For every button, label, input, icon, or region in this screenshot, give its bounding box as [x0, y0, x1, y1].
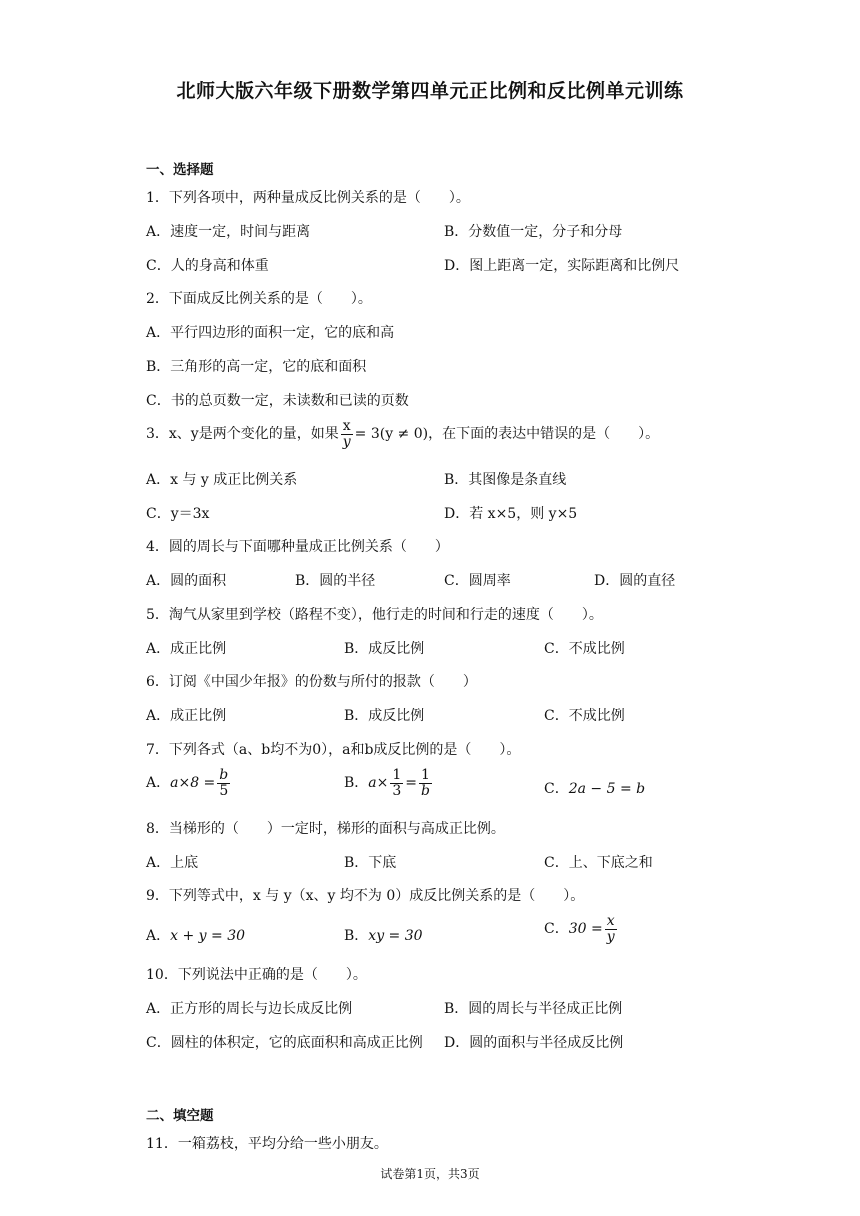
question-7-stem: 7．下列各式（a、b均不为0），a和b成反比例的是（ ）。 — [146, 742, 521, 758]
question-10-option-a: A．正方形的周长与边长成反比例 — [146, 1001, 353, 1017]
page-footer: 试卷第1页，共3页 — [380, 1167, 480, 1181]
question-7-a-num: b — [219, 767, 229, 783]
question-7-option-b-eq: = — [405, 775, 418, 792]
question-7-option-a — [146, 768, 232, 798]
question-2-option-c: C．书的总页数一定，未读数和已读的页数 — [146, 393, 409, 409]
question-6-option-a: A．成正比例 — [146, 708, 227, 724]
question-9-option-a — [146, 925, 245, 945]
question-6-option-c: C．不成比例 — [544, 708, 625, 724]
question-8-option-a: A．上底 — [146, 855, 199, 871]
question-4-option-d: D．圆的直径 — [594, 573, 676, 589]
question-3-fraction — [341, 419, 353, 449]
question-1-option-b: B．分数值一定，分子和分母 — [444, 224, 623, 240]
question-10-option-c: C．圆柱的体积定，它的底面积和高成正比例 — [146, 1035, 423, 1051]
question-9-option-a-label: A． — [146, 928, 171, 944]
question-7-option-a-expr: a×8 = — [170, 775, 216, 792]
question-3-stem-pre: 3．x、y是两个变化的量，如果 — [146, 426, 339, 443]
question-2-option-a: A．平行四边形的面积一定，它的底和高 — [146, 325, 395, 341]
question-11-stem: 11．一箱荔枝，平均分给一些小朋友。 — [146, 1136, 388, 1152]
question-7-b-den1: 3 — [392, 782, 402, 799]
question-7-b-num2: 1 — [421, 767, 430, 783]
question-9-option-b-expr: xy = 30 — [368, 928, 423, 944]
question-9-option-c-label: C． — [544, 921, 569, 938]
question-3-stem — [146, 419, 659, 449]
question-9-stem: 9．下列等式中，x 与 y（x、y 均不为 0）成反比例关系的是（ ）。 — [146, 888, 585, 904]
question-7-option-b-fraction-2 — [419, 768, 432, 798]
question-7-option-a-fraction — [217, 768, 230, 798]
question-5-option-c: C．不成比例 — [544, 641, 625, 657]
question-4-option-c: C．圆周率 — [444, 573, 511, 589]
question-8-stem: 8．当梯形的（ ）一定时，梯形的面积与高成正比例。 — [146, 821, 505, 837]
question-7-option-c-expr: 2a − 5 = b — [568, 781, 646, 797]
question-7-a-den: 5 — [219, 782, 229, 799]
question-3-stem-post: ，在下面的表达中错误的是（ ）。 — [428, 426, 660, 443]
question-7-option-c-label: C． — [544, 781, 569, 797]
question-7-option-a-label: A． — [146, 775, 171, 792]
question-5-stem: 5．淘气从家里到学校（路程不变），他行走的时间和行走的速度（ ）。 — [146, 607, 603, 623]
question-7-b-num1: 1 — [392, 767, 402, 783]
question-5-option-a: A．成正比例 — [146, 641, 227, 657]
question-10-option-d: D．圆的面积与半径成反比例 — [444, 1035, 624, 1051]
question-9-option-b-label: B． — [344, 928, 369, 944]
question-7-option-b-expr: a× — [368, 775, 389, 792]
question-10-option-b: B．圆的周长与半径成正比例 — [444, 1001, 623, 1017]
section-heading-fill: 二、填空题 — [146, 1108, 214, 1124]
question-3-frac-num: x — [342, 418, 351, 434]
question-3-stem-mid: = 3(y ≠ 0) — [354, 426, 429, 443]
question-9-c-num: x — [606, 913, 615, 929]
question-1-option-d: D．图上距离一定，实际距离和比例尺 — [444, 258, 680, 274]
question-4-option-b: B．圆的半径 — [295, 573, 376, 589]
question-2-option-b: B．三角形的高一定，它的底和面积 — [146, 359, 367, 375]
question-4-stem: 4．圆的周长与下面哪种量成正比例关系（ ） — [146, 539, 449, 555]
question-9-option-a-expr: x + y = 30 — [170, 928, 246, 944]
question-4-option-a: A．圆的面积 — [146, 573, 227, 589]
question-6-stem: 6．订阅《中国少年报》的份数与所付的报款（ ） — [146, 674, 477, 690]
question-8-option-b: B．下底 — [344, 855, 397, 871]
question-1-option-c: C．人的身高和体重 — [146, 258, 269, 274]
question-1-stem: 1．下列各项中，两种量成反比例关系的是（ ）。 — [146, 190, 470, 206]
question-2-stem: 2．下面成反比例关系的是（ ）。 — [146, 291, 372, 307]
question-9-option-c-fraction — [605, 914, 617, 944]
question-3-option-d: D．若 x×5，则 y×5 — [444, 506, 578, 522]
question-7-option-c — [544, 778, 645, 798]
question-9-option-b — [344, 925, 423, 945]
question-8-option-c: C．上、下底之和 — [544, 855, 653, 871]
question-7-option-b — [344, 768, 434, 798]
question-3-frac-den: y — [342, 433, 351, 450]
question-3-option-c: C．y＝3x — [146, 506, 210, 522]
question-3-option-b: B．其图像是条直线 — [444, 472, 567, 488]
question-6-option-b: B．成反比例 — [344, 708, 425, 724]
question-3-option-a: A．x 与 y 成正比例关系 — [146, 472, 298, 488]
question-5-option-b: B．成反比例 — [344, 641, 425, 657]
question-9-option-c — [544, 914, 619, 944]
question-7-option-b-label: B． — [344, 775, 369, 792]
question-7-b-den2: b — [421, 782, 430, 799]
section-heading-choice: 一、选择题 — [146, 162, 214, 178]
question-10-stem: 10．下列说法中正确的是（ ）。 — [146, 967, 367, 983]
question-9-option-c-expr: 30 = — [568, 921, 603, 938]
page-title: 北师大版六年级下册数学第四单元正比例和反比例单元训练 — [176, 80, 684, 102]
question-7-option-b-fraction-1 — [390, 768, 403, 798]
question-1-option-a: A．速度一定，时间与距离 — [146, 224, 311, 240]
question-9-c-den: y — [606, 928, 615, 945]
